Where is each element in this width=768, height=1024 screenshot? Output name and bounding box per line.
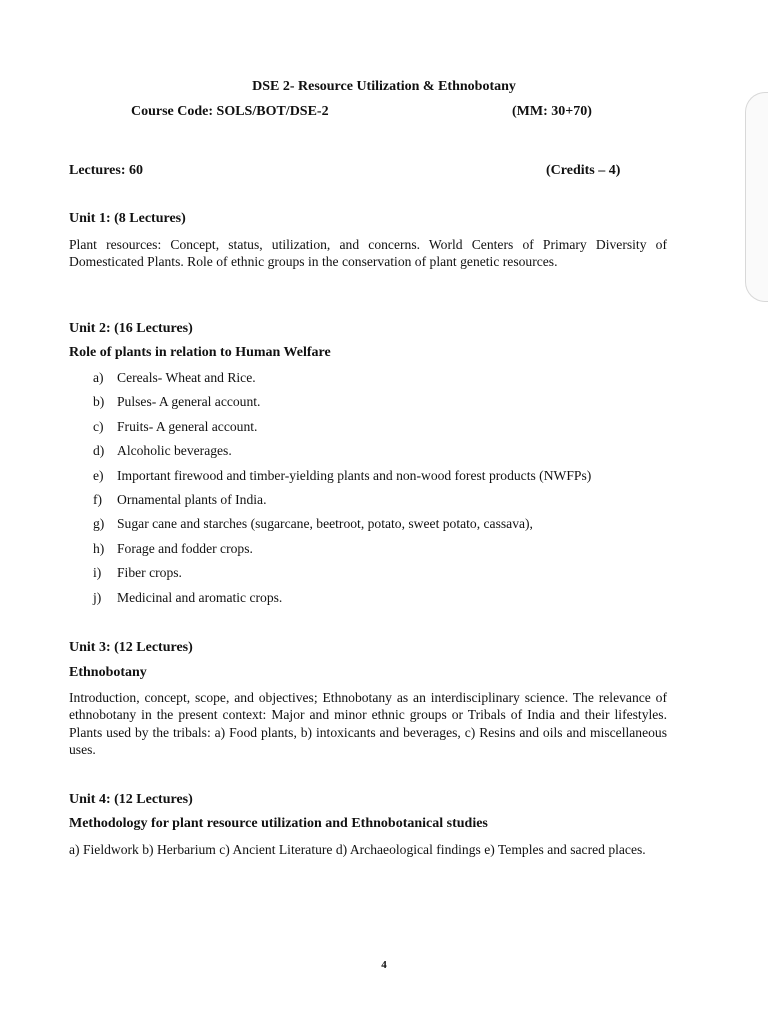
unit3-heading: Unit 3: (12 Lectures)	[69, 640, 193, 655]
unit2-heading: Unit 2: (16 Lectures)	[69, 321, 193, 336]
page-number: 4	[381, 959, 387, 971]
credits: (Credits – 4)	[546, 163, 621, 178]
list-item: g) Sugar cane and starches (sugarcane, beetroot, potato, sweet potato, cassava),	[93, 516, 533, 532]
list-item: a) Cereals- Wheat and Rice.	[93, 370, 256, 385]
course-code: Course Code: SOLS/BOT/DSE-2	[131, 104, 329, 119]
max-marks: (MM: 30+70)	[512, 104, 592, 119]
list-item: j) Medicinal and aromatic crops.	[93, 589, 283, 605]
unit1-text: Plant resources: Concept, status, utilization, and concerns. World Centers of Primary Diversity of Domesticated Plants. Role of ethnic groups in the conservation of plant genetic resources.	[69, 237, 667, 270]
unit4-heading: Unit 4: (12 Lectures)	[69, 792, 193, 807]
list-item: i) Fiber crops.	[93, 565, 182, 581]
unit3-text: Introduction, concept, scope, and objectives; Ethnobotany as an interdisciplinary science. The relevance of ethnobotany in the present context: Major and minor ethnic groups or Tribals of India and their lifestyles. Plants used by the tribals: a) Food plants, b) intoxicants and beverages, c) Resins and oils and miscellaneous uses.	[69, 690, 667, 758]
course-title: DSE 2- Resource Utilization & Ethnobotany	[252, 79, 516, 94]
list-item: c) Fruits- A general account.	[93, 418, 258, 434]
list-item: b) Pulses- A general account.	[93, 394, 261, 410]
list-item: e) Important firewood and timber-yielding plants and non-wood forest products (NWFPs)	[93, 467, 592, 483]
unit1-heading: Unit 1: (8 Lectures)	[69, 211, 186, 226]
unit4-subheading: Methodology for plant resource utilization and Ethnobotanical studies	[69, 816, 488, 831]
list-item: d) Alcoholic beverages.	[93, 443, 232, 459]
page-curl-shadow	[745, 92, 768, 302]
lectures-count: Lectures: 60	[69, 163, 143, 178]
unit4-text: a) Fieldwork b) Herbarium c) Ancient Literature d) Archaeological findings e) Temples and sacred places.	[69, 842, 646, 857]
unit2-list	[93, 366, 591, 610]
list-item: f) Ornamental plants of India.	[93, 491, 267, 507]
unit2-subheading: Role of plants in relation to Human Welfare	[69, 345, 331, 360]
unit3-subheading: Ethnobotany	[69, 665, 147, 680]
list-item: h) Forage and fodder crops.	[93, 540, 253, 556]
